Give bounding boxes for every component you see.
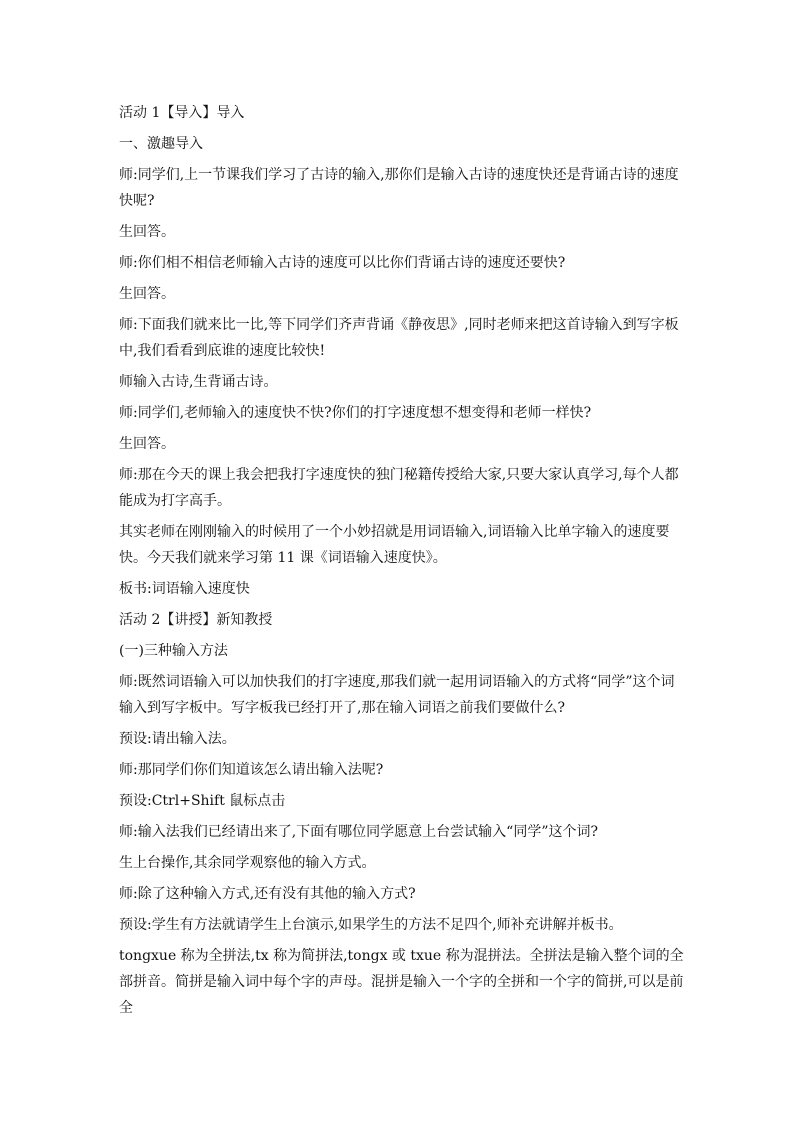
paragraph: 师输入古诗,生背诵古诗。 bbox=[119, 374, 278, 390]
paragraph: 师:既然词语输入可以加快我们的打字速度,那我们就一起用词语输入的方式将“同学”这个词输入到写字板中。写字板我已经打开了,那在输入词语之前我们要做什么? bbox=[119, 674, 675, 716]
paragraph: 师:输入法我们已经请出来了,下面有哪位同学愿意上台尝试输入“同学”这个词? bbox=[119, 824, 598, 840]
paragraph: 板书:词语输入速度快 bbox=[119, 581, 250, 597]
paragraph: 其实老师在刚刚输入的时候用了一个小妙招就是用词语输入,词语输入比单字输入的速度要快。今天我们就来学习第 11 课《词语输入速度快》。 bbox=[119, 524, 670, 566]
paragraph: 生上台操作,其余同学观察他的输入方式。 bbox=[119, 855, 376, 871]
paragraph: 生回答。 bbox=[119, 436, 175, 452]
paragraph: 师:你们相不相信老师输入古诗的速度可以比你们背诵古诗的速度还要快? bbox=[119, 255, 566, 271]
paragraph: 师:同学们,老师输入的速度快不快?你们的打字速度想不想变得和老师一样快? bbox=[119, 405, 592, 421]
paragraph: 预设:学生有方法就请学生上台演示,如果学生的方法不足四个,师补充讲解并板书。 bbox=[119, 917, 623, 933]
heading-activity-2: 活动 2【讲授】新知教授 bbox=[119, 612, 273, 628]
heading-activity-1: 活动 1【导入】导入 bbox=[119, 105, 245, 121]
paragraph: 师:那同学们你们知道该怎么请出输入法呢? bbox=[119, 762, 384, 778]
paragraph: 生回答。 bbox=[119, 224, 175, 240]
paragraph: 师:下面我们就来比一比,等下同学们齐声背诵《静夜思》,同时老师来把这首诗输入到写字板中,我们看看到底谁的速度比较快! bbox=[119, 317, 679, 359]
paragraph: 生回答。 bbox=[119, 286, 175, 302]
section-heading-intro: 一、激趣导入 bbox=[119, 136, 203, 152]
paragraph: 师:那在今天的课上我会把我打字速度快的独门秘籍传授给大家,只要大家认真学习,每个人都能成为打字高手。 bbox=[119, 467, 679, 509]
document-body bbox=[119, 100, 684, 1026]
paragraph: 预设:Ctrl+Shift 鼠标点击 bbox=[119, 793, 286, 809]
paragraph: 预设:请出输入法。 bbox=[119, 731, 236, 747]
section-heading-methods: (一)三种输入方法 bbox=[119, 643, 228, 659]
paragraph: 师:同学们,上一节课我们学习了古诗的输入,那你们是输入古诗的速度快还是背诵古诗的速度快呢? bbox=[119, 167, 679, 209]
paragraph: 师:除了这种输入方式,还有没有其他的输入方式? bbox=[119, 886, 416, 902]
paragraph: tongxue 称为全拼法,tx 称为简拼法,tongx 或 txue 称为混拼法。全拼法是输入整个词的全部拼音。简拼是输入词中每个字的声母。混拼是输入一个字的全拼和一个字的简拼,可以是前全 bbox=[119, 948, 684, 1016]
